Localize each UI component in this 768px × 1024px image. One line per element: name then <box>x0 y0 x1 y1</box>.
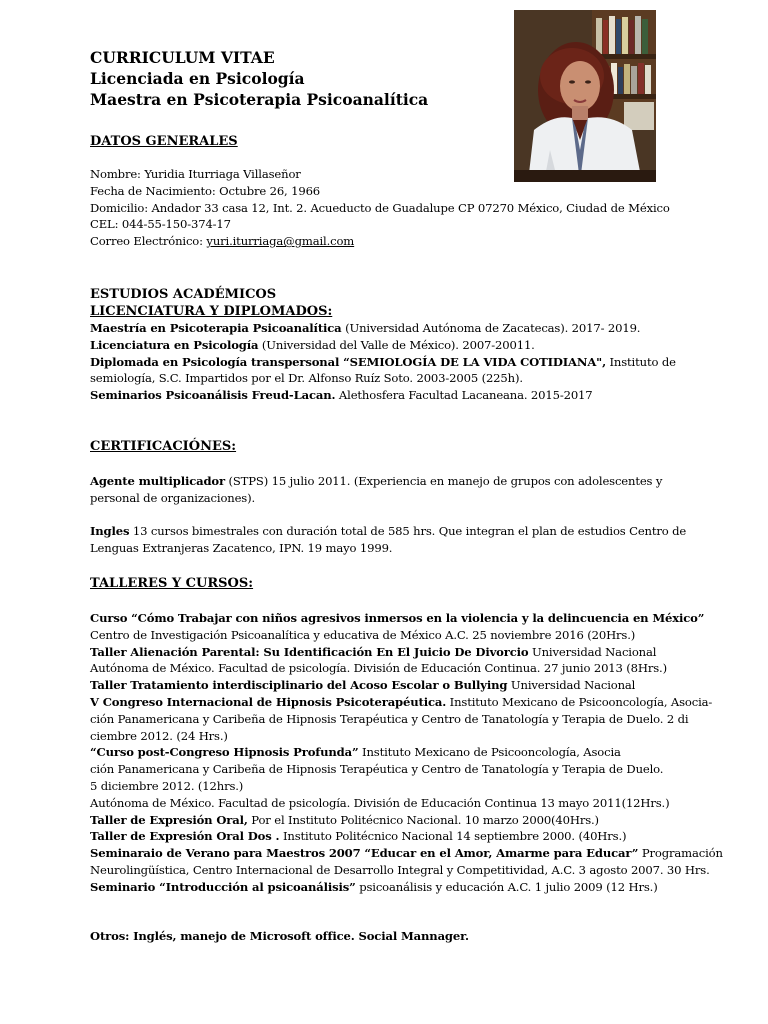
cert-ingles <box>90 523 728 557</box>
congreso-hipnosis-detail-3: ciembre 2012. (24 Hrs.) <box>90 728 228 743</box>
cert-agente-detail: (STPS) 15 julio 2011. (Experiencia en manejo de grupos con adolescentes y <box>224 474 663 488</box>
cert-agente-title: Agente multiplicador <box>90 474 225 488</box>
estudio-licenciatura-detail: (Universidad del Valle de México). 2007-20011. <box>258 337 535 352</box>
talleres-heading: TALLERES Y CURSOS: <box>90 576 254 591</box>
cv-title: CURRICULUM VITAE <box>90 48 275 67</box>
master-title: Maestra en Psicoterapia Psicoanalítica <box>90 90 429 109</box>
taller-expresion-oral-dos: Taller de Expresión Oral Dos . <box>90 829 280 844</box>
estudio-seminarios-detail: Alethosfera Facultad Lacaneana. 2015-2017 <box>335 388 593 403</box>
cert-ingles-detail-2: Lenguas Extranjeras Zacatenco, IPN. 19 mayo 1999. <box>90 540 393 555</box>
cert-agente-detail-2: personal de organizaciones). <box>90 490 256 505</box>
degree-title: Licenciada en Psicología <box>90 69 305 88</box>
cert-agente <box>90 473 728 507</box>
correo-label: Correo Electrónico: <box>90 234 207 249</box>
seminario-verano: Seminaraio de Verano para Maestros 2007 “Educar en el Amor, Amarme para Educar” <box>90 846 639 861</box>
curso-ninos: Curso “Cómo Trabajar con niños agresivos inmersos en la violencia y la delincuencia en México” <box>90 611 705 625</box>
curso-hipnosis-profunda-detail: Instituto Mexicano de Psicooncología, Asocia <box>358 745 621 760</box>
datos-section <box>90 166 728 250</box>
taller-alienacion-detail-2: Autónoma de México. Facultad de psicología. División de Educación Continua. 27 junio 2013 (8Hrs.) <box>90 661 667 676</box>
estudio-licenciatura: Licenciatura en Psicología <box>90 337 259 352</box>
cel: CEL: 044-55-150-374-17 <box>90 217 231 232</box>
estudio-maestria-detail: (Universidad Autónoma de Zacatecas). 2017- 2019. <box>341 321 641 335</box>
taller-acoso-detail: Universidad Nacional <box>507 678 636 693</box>
email-link[interactable]: yuri.iturriaga@gmail.com <box>206 234 355 249</box>
estudio-maestria: Maestría en Psicoterapia Psicoanalítica <box>90 321 342 335</box>
otros: Otros: Inglés, manejo de Microsoft office. Social Mannager. <box>90 929 469 943</box>
taller-expresion-oral-detail: Por el Instituto Politécnico Nacional. 10 marzo 2000(40Hrs.) <box>247 812 599 827</box>
curso-hipnosis-profunda: “Curso post-Congreso Hipnosis Profunda” <box>90 745 359 760</box>
estudio-diplomado-detail: Instituto de <box>605 354 676 369</box>
certificaciones-heading: CERTIFICACIÓNES: <box>90 439 237 454</box>
estudio-diplomado-detail-2: semiología, S.C. Impartidos por el Dr. Alfonso Ruíz Soto. 2003-2005 (225h). <box>90 371 523 386</box>
estudio-diplomado: Diplomada en Psicología transpersonal “SEMIOLOGÍA DE LA VIDA COTIDIANA", <box>90 354 606 369</box>
seminario-psicoanalisis: Seminario “Introducción al psicoanálisis” <box>90 879 356 894</box>
taller-alienacion-detail: Universidad Nacional <box>528 644 657 659</box>
cert-ingles-title: Ingles <box>90 524 130 538</box>
title-block <box>90 47 728 110</box>
congreso-hipnosis: V Congreso Internacional de Hipnosis Psicoterapéutica. <box>90 694 447 709</box>
seminario-verano-detail-2: Neurolingüística, Centro Internacional de Desarrollo Integral y Competitividad, A.C. 3 agosto 2007. 30 Hrs. <box>90 862 710 877</box>
nombre-label: Nombre: <box>90 167 141 181</box>
seminario-psicoanalisis-detail: psicoanálisis y educación A.C. 1 julio 2009 (12 Hrs.) <box>355 879 658 894</box>
cert-ingles-detail: 13 cursos bimestrales con duración total de 585 hrs. Que integran el plan de estudios Centro de <box>129 524 687 538</box>
datos-heading: DATOS GENERALES <box>90 134 238 149</box>
estudio-seminarios: Seminarios Psicoanálisis Freud-Lacan. <box>90 388 336 403</box>
fecha-nacimiento: Fecha de Nacimiento: Octubre 26, 1966 <box>90 183 321 198</box>
domicilio: Domicilio: Andador 33 casa 12, Int. 2. Acueducto de Guadalupe CP 07270 México, Ciudad de México <box>90 200 670 215</box>
curso-hipnosis-profunda-detail-3: 5 diciembre 2012. (12hrs.) <box>90 778 244 793</box>
taller-alienacion: Taller Alienación Parental: Su Identificación En El Juicio De Divorcio <box>90 644 529 659</box>
curso-hipnosis-profunda-detail-2: ción Panamericana y Caribeña de Hipnosis Terapéutica y Centro de Tanatología y Terapia de Duelo. <box>90 762 664 777</box>
congreso-hipnosis-detail: Instituto Mexicano de Psicooncología, Asocia- <box>446 694 713 709</box>
curso-ninos-detail: Centro de Investigación Psicoanalítica y educativa de México A.C. 25 noviembre 2016 (20Hrs.) <box>90 627 636 642</box>
licenciatura-heading: LICENCIATURA Y DIPLOMADOS: <box>90 304 333 319</box>
nombre-value: Yuridia Iturriaga Villaseñor <box>140 167 301 181</box>
taller-acoso: Taller Tratamiento interdisciplinario del Acoso Escolar o Bullying <box>90 678 508 693</box>
taller-expresion-oral: Taller de Expresión Oral, <box>90 812 248 827</box>
seminario-verano-detail: Programación <box>638 846 723 861</box>
estudios-section <box>90 320 728 404</box>
estudios-heading: ESTUDIOS ACADÉMICOS <box>90 287 277 302</box>
congreso-hipnosis-detail-2: ción Panamericana y Caribeña de Hipnosis Terapéutica y Centro de Tanatología y Terapia de Duelo. 2 di <box>90 711 689 726</box>
talleres-section <box>90 610 728 896</box>
taller-expresion-oral-dos-detail: Instituto Politécnico Nacional 14 septiembre 2000. (40Hrs.) <box>279 829 627 844</box>
taller-acoso-detail-2: Autónoma de México. Facultad de psicología. División de Educación Continua 13 mayo 2011(12Hrs.) <box>90 795 670 810</box>
